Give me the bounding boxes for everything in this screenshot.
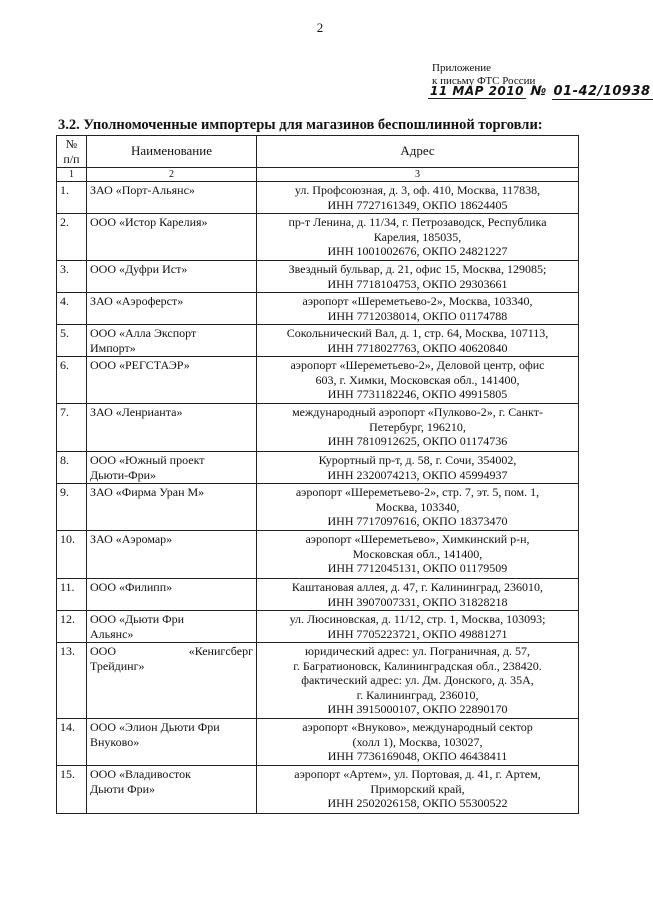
row-address: ул. Профсоюзная, д. 3, оф. 410, Москва, 117838, ИНН 7727161349, ОКПО 18624405: [257, 182, 579, 214]
row-name: ООО «Элион Дьюти Фри Внуково»: [87, 719, 257, 766]
row-number: 15.: [57, 766, 87, 814]
row-name: ООО «Истор Карелия»: [87, 214, 257, 261]
table-row: [57, 404, 579, 452]
row-number: 9.: [57, 484, 87, 531]
page-number: 2: [316, 20, 324, 35]
row-name: ООО «Филипп»: [87, 579, 257, 611]
row-address: аэропорт «Артем», ул. Портовая, д. 41, г. Артем, Приморский край, ИНН 2502026158, ОКПО 55300522: [257, 766, 579, 814]
table-row: [57, 452, 579, 484]
table-row: [57, 182, 579, 214]
row-name: ЗАО «Ленрианта»: [87, 404, 257, 452]
annex-line-2: к письму ФТС России: [432, 75, 536, 87]
importers-table: [56, 135, 579, 814]
row-number: 2.: [57, 214, 87, 261]
row-name: ООО «Кенигсберг Трейдинг»: [87, 643, 257, 719]
row-number: 4.: [57, 293, 87, 325]
row-number: 8.: [57, 452, 87, 484]
row-name: ООО «Дьюти Фри Альянс»: [87, 611, 257, 643]
row-address: аэропорт «Шереметьево», Химкинский р-н, Московская обл., 141400, ИНН 7712045131, ОКПО 01179509: [257, 531, 579, 579]
row-name: ООО «Дуфри Ист»: [87, 261, 257, 293]
column-number-2: 2: [87, 168, 257, 182]
row-address: международный аэропорт «Пулково-2», г. Санкт- Петербург, 196210, ИНН 7810912625, ОКПО 01174736: [257, 404, 579, 452]
handwritten-registration: [428, 84, 653, 99]
table-header-row: [57, 136, 579, 168]
row-number: 7.: [57, 404, 87, 452]
row-address: аэропорт «Шереметьево-2», стр. 7, эт. 5, пом. 1, Москва, 103340, ИНН 7717097616, ОКПО 18373470: [257, 484, 579, 531]
table-row: [57, 643, 579, 719]
table-row: [57, 261, 579, 293]
column-number-row: [57, 168, 579, 182]
row-name: ООО «РЕГСТАЭР»: [87, 357, 257, 404]
table-row: [57, 325, 579, 357]
registration-date: 11 МАР 2010: [430, 84, 524, 98]
row-name: ЗАО «Аэроферст»: [87, 293, 257, 325]
registration-number: 01-42/10938: [553, 84, 651, 99]
row-address: аэропорт «Внуково», международный сектор (холл 1), Москва, 103027, ИНН 7736169048, ОКПО 46438411: [257, 719, 579, 766]
section-title: 3.2. Уполномоченные импортеры для магазинов беспошлинной торговли:: [58, 117, 543, 133]
header-number-line1: №: [65, 137, 78, 151]
row-address: пр-т Ленина, д. 11/34, г. Петрозаводск, Республика Карелия, 185035, ИНН 1001002676, ОКПО 24821227: [257, 214, 579, 261]
row-number: 10.: [57, 531, 87, 579]
row-address: Звездный бульвар, д. 21, офис 15, Москва, 129085; ИНН 7718104753, ОКПО 29303661: [257, 261, 579, 293]
table-row: [57, 531, 579, 579]
annex-line-1: Приложение: [432, 62, 492, 74]
row-number: 14.: [57, 719, 87, 766]
row-address: аэропорт «Шереметьево-2», Деловой центр, офис 603, г. Химки, Московская обл., 141400, ИНН 7731182246, ОКПО 49915805: [257, 357, 579, 404]
row-address: аэропорт «Шереметьево-2», Москва, 103340, ИНН 7712038014, ОКПО 01174788: [257, 293, 579, 325]
table-row: [57, 214, 579, 261]
header-address: Адрес: [257, 136, 579, 168]
table-row: [57, 719, 579, 766]
row-address: юридический адрес: ул. Пограничная, д. 57, г. Багратионовск, Калининградская обл., 238420. фактический адрес: ул. Дм. Донского, д. 35А, г. Калининград, 236010, ИНН 3915000107, ОКПО 22890170: [257, 643, 579, 719]
row-address: Курортный пр-т, д. 58, г. Сочи, 354002, ИНН 2320074213, ОКПО 45994937: [257, 452, 579, 484]
row-name: ЗАО «Фирма Уран М»: [87, 484, 257, 531]
row-number: 6.: [57, 357, 87, 404]
row-number: 11.: [57, 579, 87, 611]
header-number-line2: п/п: [63, 151, 80, 166]
row-address: Каштановая аллея, д. 47, г. Калининград, 236010, ИНН 3907007331, ОКПО 31828218: [257, 579, 579, 611]
table-row: [57, 766, 579, 814]
row-name: ООО «Южный проект Дьюти-Фри»: [87, 452, 257, 484]
row-name: ООО «Алла Экспорт Импорт»: [87, 325, 257, 357]
row-number: 12.: [57, 611, 87, 643]
row-number: 1.: [57, 182, 87, 214]
row-name: ЗАО «Порт-Альянс»: [87, 182, 257, 214]
table-row: [57, 357, 579, 404]
row-number: 5.: [57, 325, 87, 357]
row-address: ул. Люсиновская, д. 11/12, стр. 1, Москва, 103093; ИНН 7705223721, ОКПО 49881271: [257, 611, 579, 643]
header-name: Наименование: [87, 136, 257, 168]
row-address: Сокольнический Вал, д. 1, стр. 64, Москва, 107113, ИНН 7718027763, ОКПО 40620840: [257, 325, 579, 357]
column-number-1: 1: [57, 168, 87, 182]
table-row: [57, 293, 579, 325]
table-row: [57, 611, 579, 643]
column-number-3: 3: [257, 168, 579, 182]
table-row: [57, 579, 579, 611]
table-row: [57, 484, 579, 531]
row-number: 13.: [57, 643, 87, 719]
header-number: [57, 136, 87, 168]
row-number: 3.: [57, 261, 87, 293]
row-name: ЗАО «Аэромар»: [87, 531, 257, 579]
registration-number-prefix: №: [530, 84, 547, 99]
row-name: ООО «Владивосток Дьюти Фри»: [87, 766, 257, 814]
